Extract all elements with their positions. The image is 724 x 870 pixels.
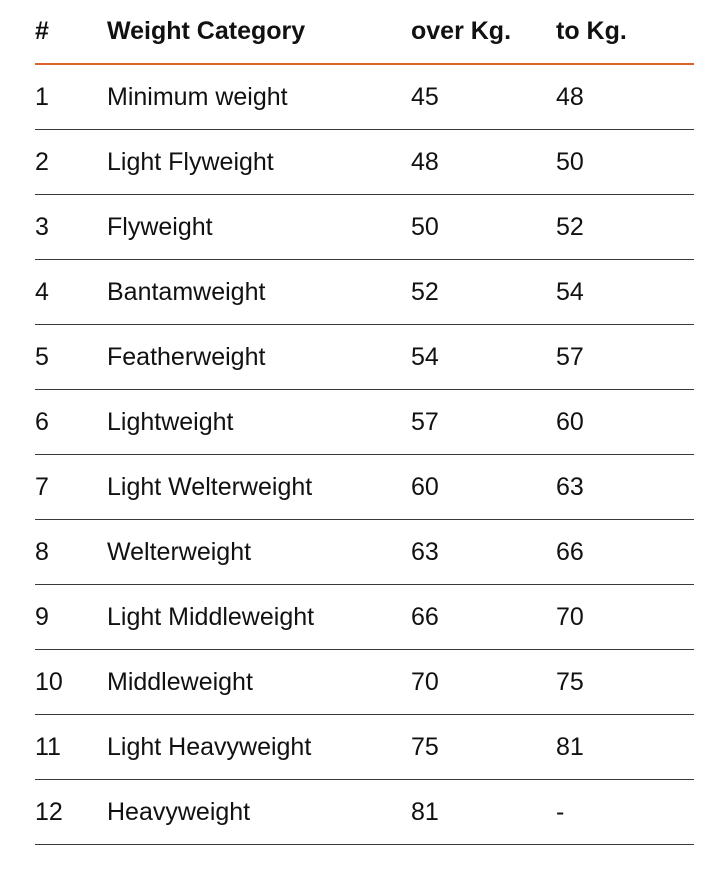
row-to-kg: 50 bbox=[556, 147, 584, 176]
row-to-kg: - bbox=[556, 797, 565, 826]
row-weight-category: Light Heavyweight bbox=[107, 732, 312, 761]
row-over-kg: 70 bbox=[411, 667, 439, 696]
row-to-kg: 60 bbox=[556, 407, 584, 436]
table-row bbox=[35, 390, 694, 455]
row-over-kg: 52 bbox=[411, 277, 439, 306]
row-weight-category: Light Middleweight bbox=[107, 602, 315, 631]
row-over-kg: 63 bbox=[411, 537, 439, 566]
header-weight-category: Weight Category bbox=[107, 17, 306, 45]
row-weight-category: Light Flyweight bbox=[107, 147, 274, 176]
row-weight-category: Heavyweight bbox=[107, 797, 251, 826]
row-weight-category: Welterweight bbox=[107, 537, 252, 566]
table-row bbox=[35, 780, 694, 845]
row-over-kg: 54 bbox=[411, 342, 439, 371]
header-to-kg: to Kg. bbox=[556, 17, 627, 45]
row-weight-category: Minimum weight bbox=[107, 82, 288, 111]
row-weight-category: Flyweight bbox=[107, 212, 213, 241]
row-to-kg: 54 bbox=[556, 277, 584, 306]
row-number: 3 bbox=[35, 212, 49, 241]
row-weight-category: Light Welterweight bbox=[107, 472, 313, 501]
row-weight-category: Bantamweight bbox=[107, 277, 266, 306]
table-row bbox=[35, 455, 694, 520]
row-over-kg: 57 bbox=[411, 407, 439, 436]
table-body bbox=[35, 65, 694, 845]
table-row bbox=[35, 195, 694, 260]
table-row bbox=[35, 130, 694, 195]
row-number: 5 bbox=[35, 342, 49, 371]
row-number: 12 bbox=[35, 797, 63, 826]
row-to-kg: 57 bbox=[556, 342, 584, 371]
weight-category-table bbox=[35, 0, 694, 845]
row-over-kg: 75 bbox=[411, 732, 439, 761]
row-to-kg: 52 bbox=[556, 212, 584, 241]
table-row bbox=[35, 65, 694, 130]
row-number: 11 bbox=[35, 732, 61, 761]
header-over-kg: over Kg. bbox=[411, 17, 512, 45]
row-weight-category: Featherweight bbox=[107, 342, 266, 371]
table-row bbox=[35, 260, 694, 325]
row-number: 7 bbox=[35, 472, 49, 501]
row-number: 10 bbox=[35, 667, 63, 696]
row-to-kg: 48 bbox=[556, 82, 584, 111]
row-to-kg: 81 bbox=[556, 732, 584, 761]
table-row bbox=[35, 585, 694, 650]
row-over-kg: 66 bbox=[411, 602, 439, 631]
row-number: 1 bbox=[35, 82, 49, 111]
row-number: 9 bbox=[35, 602, 49, 631]
row-number: 2 bbox=[35, 147, 49, 176]
row-over-kg: 48 bbox=[411, 147, 439, 176]
row-to-kg: 66 bbox=[556, 537, 584, 566]
row-over-kg: 60 bbox=[411, 472, 439, 501]
row-number: 6 bbox=[35, 407, 49, 436]
row-over-kg: 50 bbox=[411, 212, 439, 241]
row-over-kg: 81 bbox=[411, 797, 439, 826]
table-header-row bbox=[35, 0, 694, 65]
row-to-kg: 75 bbox=[556, 667, 584, 696]
row-over-kg: 45 bbox=[411, 82, 439, 111]
row-weight-category: Lightweight bbox=[107, 407, 234, 436]
row-to-kg: 70 bbox=[556, 602, 584, 631]
row-to-kg: 63 bbox=[556, 472, 584, 501]
row-number: 8 bbox=[35, 537, 49, 566]
row-weight-category: Middleweight bbox=[107, 667, 253, 696]
table-row bbox=[35, 715, 694, 780]
table-row bbox=[35, 325, 694, 390]
table-row bbox=[35, 650, 694, 715]
row-number: 4 bbox=[35, 277, 49, 306]
table-row bbox=[35, 520, 694, 585]
header-number: # bbox=[35, 17, 49, 45]
